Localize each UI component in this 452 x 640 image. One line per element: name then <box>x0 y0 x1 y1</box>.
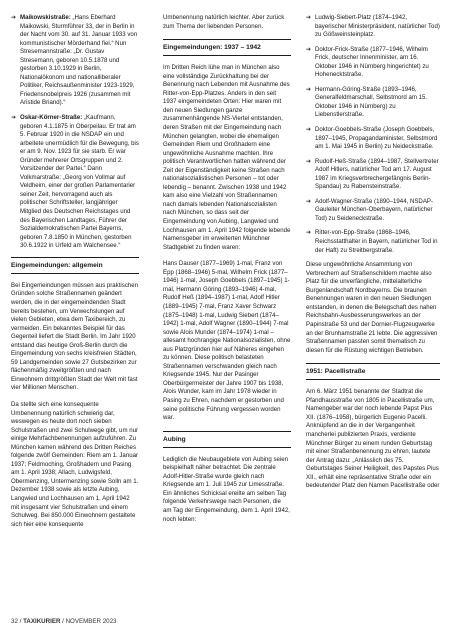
street-name: Rudolf-Heß-Straße <box>315 157 367 165</box>
body-paragraph: Hans Dauser (1877–1969) 1-mal, Franz von Epp (1868–1946) 5-mal, Wilhelm Frick (1877–1946) 1-mal, Joseph Goebbels (1897–1945) 1-mal, Hermann Göring (1893–1946) 4-mal, Rudolf Heß (1894–1987) 1-mal, Adolf Hitler (1889–1945) 7-mal, Franz Xaver Schwarz (1875–1948) 1-mal, Ludwig Siebert (1874–1942) 1-mal, Adolf Wagner (1890–1944) 7-mal sowie Alois Munder (1874–1974) 1-mal – allesamt hochrangige Nationalsozialisten, ohne aus Platzgründen hier auf Näheres eingehen zu können. Diese politisch belasteten Straßennamen verschwanden gleich nach Kriegsende 1945. Nur der Pasinger Oberbürgermeister der Jahre 1907 bis 1938, Alois Wunder, kam im Jahr 1978 wieder in Pasing zu Ehren, nachdem er gestorben und seine politische Führung vergessen worden war. <box>163 260 291 422</box>
street-description: „Hans Eberhard Maikowski, Sturmführer 33, der in Berlin in der Nacht vom 30. auf 31. Januar 1933 von kommunistischer Mörderhand fiel.“ Nun Stresemannstraße: „Dr. Gustav Stresemann, geboren 10.5.1878 und gestorben 3.10.1929 in Berlin, Nationalökonom und nationalliberaler Politiker, Reichsaußenminister 1923-1929, Friedensnobelpreis 1926 (zusammen mit Aristide Briand).“ <box>20 14 138 107</box>
body-paragraph: Diese ungewöhnliche Ansammlung von Verbrechern auf Straßenschildern machte also Platz für die unverfängliche, mittelalterliche Burgenlandschaft Nordbayerns. Die braunen Benennungen waren in den neuen Siedlungen entstanden, in denen die Belegschaft des nahen Reichsbahn-Ausbesserungswerkes an der Papinstraße 53 und der Dornier-Flugzeugwerke an der Brunhamstraße 21 lebte. Die aggressiven Straßennamen passten somit thematisch zu diesen für die Rüstung wichtigen Betrieben. <box>306 261 438 354</box>
street-name: Maikowskistraße: <box>20 14 71 21</box>
street-name: Doktor-Frick-Straße <box>315 45 369 53</box>
street-entry <box>306 46 440 80</box>
arrow-right-icon: ➔ <box>306 127 312 134</box>
street-description: (1874–1942, bayerischer Ministerpräsident, natürlicher Tod) zu Gößweinsteinplatz. <box>315 14 440 39</box>
body-paragraph: Umbenennung natürlich leichter. Aber zurück zum Thema der liebenden Personen. <box>163 14 285 30</box>
body-paragraph: Am 6. März 1951 benannte der Stadtrat die Pfandhausstraße von 1805 in Pacellistraße um, Namengeber war der noch lebende Papst Pius XII. (1876–1958), bürgerlich Eugenio Pacelli. Anknüpfend an die in der Vergangenheit mancherlei publizierten Praxis, verdiente Münchner Bürger zu einem runden Geburtstag mit einer Straßenbenennung zu ehren, lautete der Antrag dazu: „Anlässlich des 75. Geburtstages Seiner Heiligkeit, des Papstes Pius XII., erhält eine repräsentative Straße oder ein bedeutender Platz den Namen Pacellistraße oder <box>306 388 440 490</box>
arrow-right-icon: ➔ <box>306 46 312 53</box>
section-heading-eingemeindungen-allgemein <box>11 257 139 274</box>
street-name: Ritter-von-Epp-Straße <box>315 229 375 237</box>
arrow-right-icon: ➔ <box>11 115 17 122</box>
street-entry-oskar-koerner <box>11 114 139 251</box>
page-number: 32 <box>11 618 18 625</box>
street-name: Hermann-Göring-Straße <box>315 85 381 93</box>
section-title: Aubing <box>163 435 186 443</box>
street-description: „Kaufmann, geboren 4.1.1875 in Oberpeilau. Er trat am 5. Februar 1920 in die NSDAP ein und arbeitete unermüdlich für die Bewegung, bis er am 9. Nov. 1923 für sie starb. Er war Gründer mehrerer Ortsgruppen und 2. Vorsitzender der Partei.“ Dann Volkmarstraße: „Georg von Vollmar auf Veldheim, einer der großen Parlamentarier seiner Zeit, hervorragend auch als politischer Schriftsteller, langjähriger Mitglied des Deutschen Reichstages und des Bayerischen Landtages, Führer der Sozialdemokratischen Partei Bayerns, geboren 7.8.1850 in München, gestorben 30.6.1922 in Urfeld am Walchensee.“ <box>20 114 139 250</box>
arrow-right-icon: ➔ <box>306 198 312 205</box>
arrow-right-icon: ➔ <box>306 158 312 165</box>
heading-rule <box>306 379 440 380</box>
street-name: Adolf-Wagner-Straße <box>315 197 373 205</box>
arrow-right-icon: ➔ <box>306 230 312 237</box>
street-entry <box>306 14 440 40</box>
street-entry <box>306 229 440 255</box>
arrow-right-icon: ➔ <box>306 15 312 21</box>
street-description: (1894–1987, Stellvertreter Adolf Hitlers, natürlicher Tod am 17. August 1987 im Kriegsverbrechergefängnis Berlin-Spandau) zu Rabensteinstraße. <box>315 157 439 191</box>
heading-rule <box>306 363 440 364</box>
street-entry <box>306 126 440 152</box>
street-description: (1877–1946, Wilhelm Frick, deutscher Innenminister, am 16. Oktober 1946 in Nürnberg hingerichtet) zu Hohenecktstraße. <box>315 45 429 79</box>
publication-name: TAXIKURIER <box>23 618 61 625</box>
issue-date: NOVEMBER 2023 <box>65 618 117 625</box>
section-title: Eingemeindungen: allgemein <box>11 262 103 270</box>
section-heading-aubing <box>163 431 291 448</box>
street-name: Doktor-Goebbels-Straße <box>315 126 382 134</box>
page-footer: 32 / TAXIKURIER / NOVEMBER 2023 <box>11 618 117 625</box>
heading-rule <box>163 39 291 40</box>
section-heading-pacellistrasse <box>306 363 440 380</box>
heading-rule <box>163 447 291 448</box>
street-name: Ludwig-Siebert-Platz <box>315 14 372 21</box>
street-name: Oskar-Körner-Straße: <box>20 114 83 122</box>
street-description: (1893–1946, Generalfeldmarschall, Selbstmord am 15. Oktober 1946 in Nürnberg) zu Liebenstlerstraße. <box>315 85 428 119</box>
column-1 <box>11 14 139 537</box>
street-entry <box>306 158 440 192</box>
street-entry <box>306 198 440 224</box>
heading-rule <box>163 55 291 56</box>
heading-rule <box>11 257 139 258</box>
section-title: Eingemeindungen: 1937 – 1942 <box>163 44 261 52</box>
heading-rule <box>11 273 139 274</box>
arrow-right-icon: ➔ <box>306 86 312 93</box>
section-heading-eingemeindungen-1937-1942 <box>163 39 291 56</box>
body-paragraph: Im Dritten Reich lühe man in München also eine vollständige Zurückhaltung bei der Benennung nach Lebenden mit Ausnahme des Ritter-von-Epp-Platzes. Anders in den seit 1937 eingemeindeten Orten: Hier waren mit den neuen Siedlungen ganze zusammenhängende NS-Viertel entstanden, deren Straßen mit der Eingemeindung nach München gelangten, wobei die ehemaligen Gemeinden Riem und Großhadern eine ungewöhnliche Ausnahme machten. Ihre politisch Verantwortlichen hatten während der Zeit der Eigenständigkeit keine Straßen nach nationalsozialistischen Personen – tot oder lebendig – benannt. Zwischen 1938 und 1942 kam also eine Vielzahl von Straßennamen nach damals lebenden Nationalsozialisten nach München, so dass seit der Eingemeindung von Aubing, Langwied und Lochhausen am 1. April 1942 folgende lebende Namensgeber im erweiterten Münchner Stadtgebiet zu finden waren: <box>163 64 291 251</box>
street-description: (Joseph Goebbels, 1897–1945, Propagandaminister, Selbstmord am 1. Mai 1945 in Berlin) zu Neideckstraße. <box>315 126 438 151</box>
body-paragraph: Da stellte sich eine konsequente Umbenennung natürlich schwierig dar, weswegen es heute dort noch sieben Schulstraßen und zwei Schulwege gibt, um nur einige Mehrfachbenennungen aufzuführen. Zu München kamen während des Dritten Reiches folgende zwölf Gemeinden: Riem am 1. Januar 1937; Feldmoching, Großhadern und Pasing am 1. April 1938; Allach, Ludwigsfeld, Obermenzing, Untermenzing sowie Solln am 1. Dezember 1938 sowie als letzte Aubing, Langwied und Lochhausen am 1. April 1942 mit insgesamt vier Schulstraßen und einem Schulweg. Bei 850.000 Einwohnern gestaltete sich hier eine konsequente <box>11 400 139 528</box>
column-3 <box>306 14 440 499</box>
body-paragraph: Bei Eingemeindungen müssen aus praktischen Gründen solche Straßennamen geändert werden, die in der eingemeindenden Stadt bereits bestehen, um Verwechslungen auf vielen Gebieten, etwa dem Taxibereich, zu vermeiden. Ein bekanntes Beispiel für das Gegenteil liefert die Stadt Berlin. Im Jahr 1920 entstand das heutige Groß-Berlin durch die Eingemeindung von sechs kreisfreien Städten, 59 Landgemeinden sowie 27 Gutsbezirken zur flächenmäßig zweitgrößten und nach Einwohnern drittgrößten Stadt der Welt mit fast vier Millionen Menschen. <box>11 281 139 392</box>
section-title: 1951: Pacellistraße <box>306 368 366 376</box>
street-entry <box>306 86 440 120</box>
street-entry-maikowski <box>11 14 139 108</box>
street-description: (1868–1946, Reichsstatthalter in Bayern, natürlicher Tod in der Haft) zu Streitbergstraße. <box>315 229 438 254</box>
heading-rule <box>163 431 291 432</box>
column-2 <box>163 14 291 532</box>
arrow-right-icon: ➔ <box>11 15 17 21</box>
street-description: (1890–1944, NSDAP-Gauleiter München-Oberbayern, natürlicher Tod) zu Seideneckstraße. <box>315 197 433 222</box>
body-paragraph: Lediglich die Neubaugebiete von Aubing seien beispielhaft näher betrachtet. Die zentrale Adolf-Hitler-Straße wurde gleich nach Kriegsende am 1. Juli 1945 zur Limesstraße. Ein ähnliches Schicksal ereilte am selben Tag folgende Verkehrswege nach Personen, die am Tag der Eingemeindung, dem 1. April 1942, noch lebten: <box>163 455 290 523</box>
